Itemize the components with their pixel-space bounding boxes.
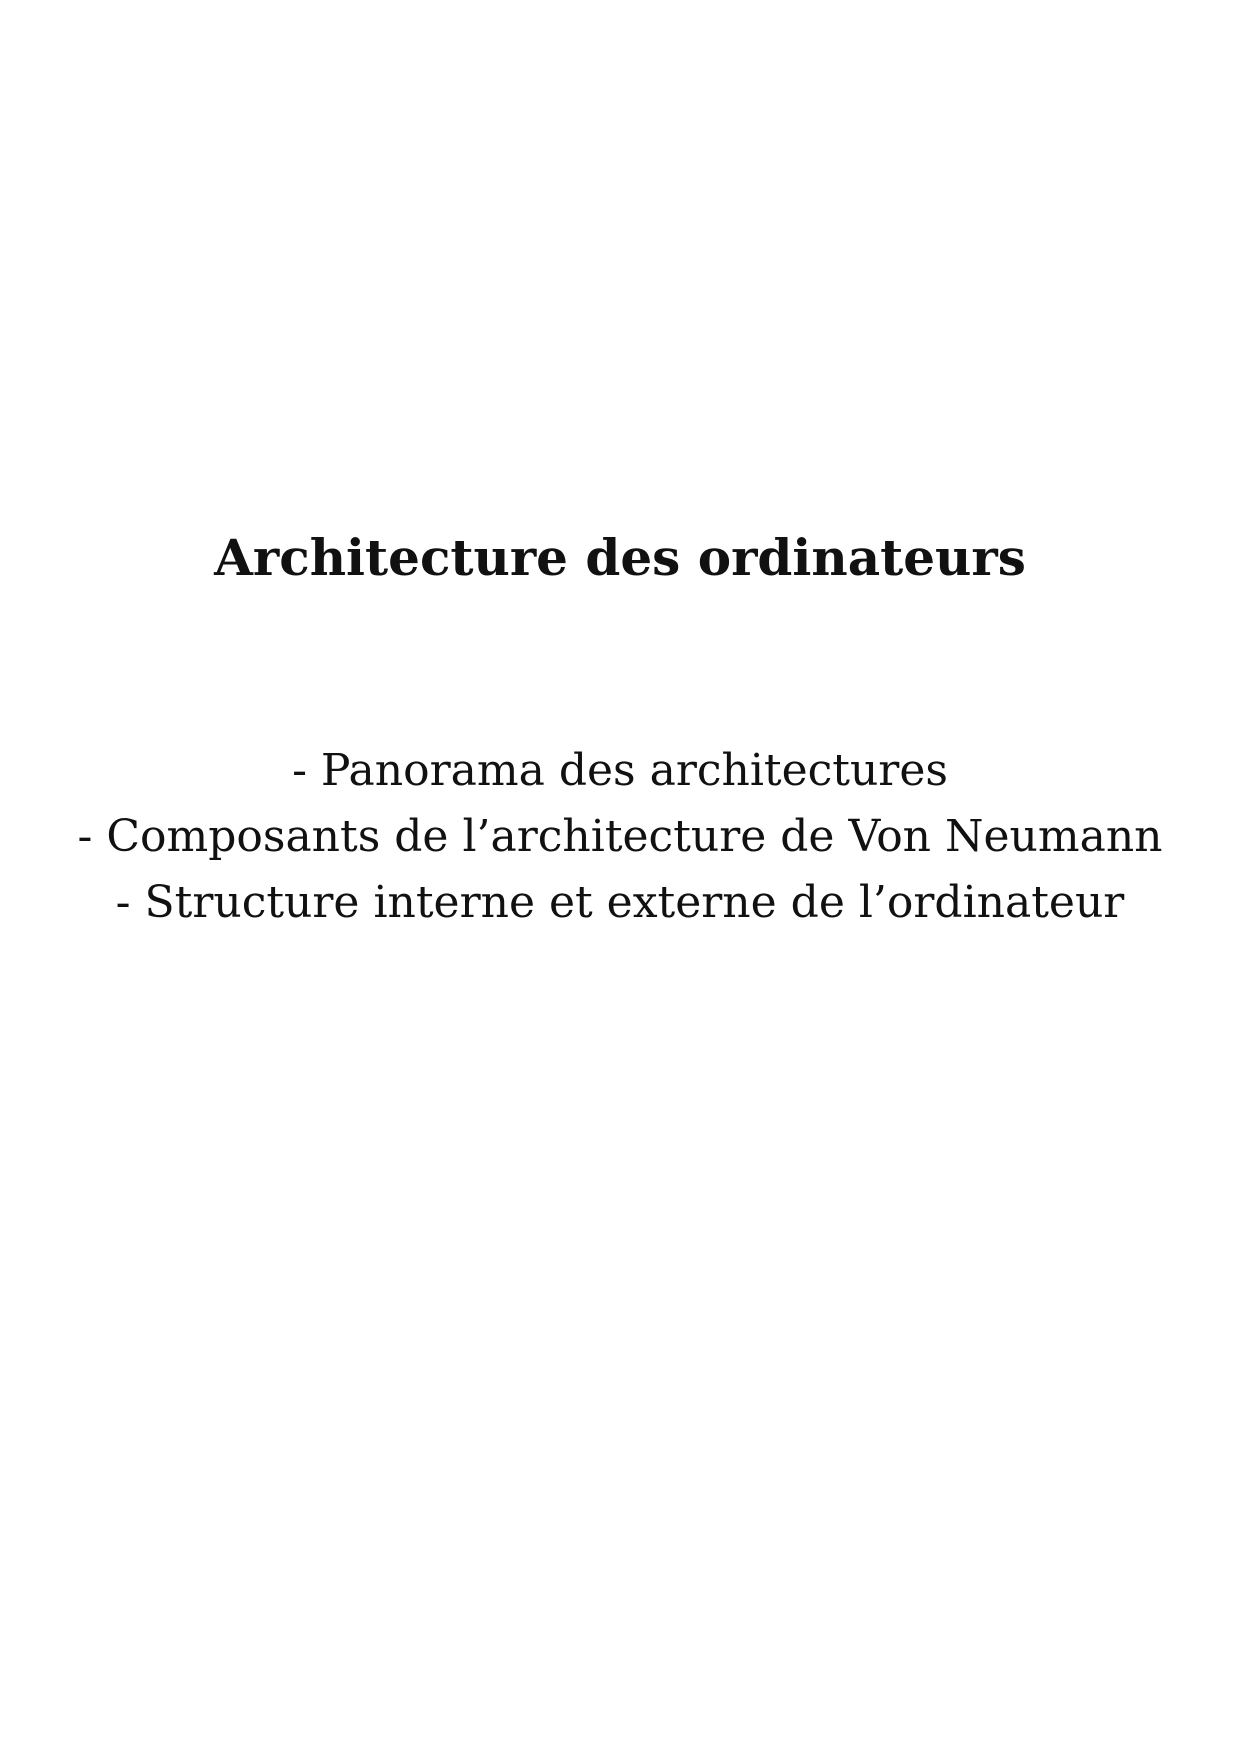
topic-item: - Panorama des architectures [292,745,948,796]
topic-list [0,738,1240,936]
page-title: Architecture des ordinateurs [214,528,1026,587]
topic-item: - Structure interne et externe de l’ordinateur [115,877,1125,928]
topic-item: - Composants de l’architecture de Von Neumann [77,811,1163,862]
